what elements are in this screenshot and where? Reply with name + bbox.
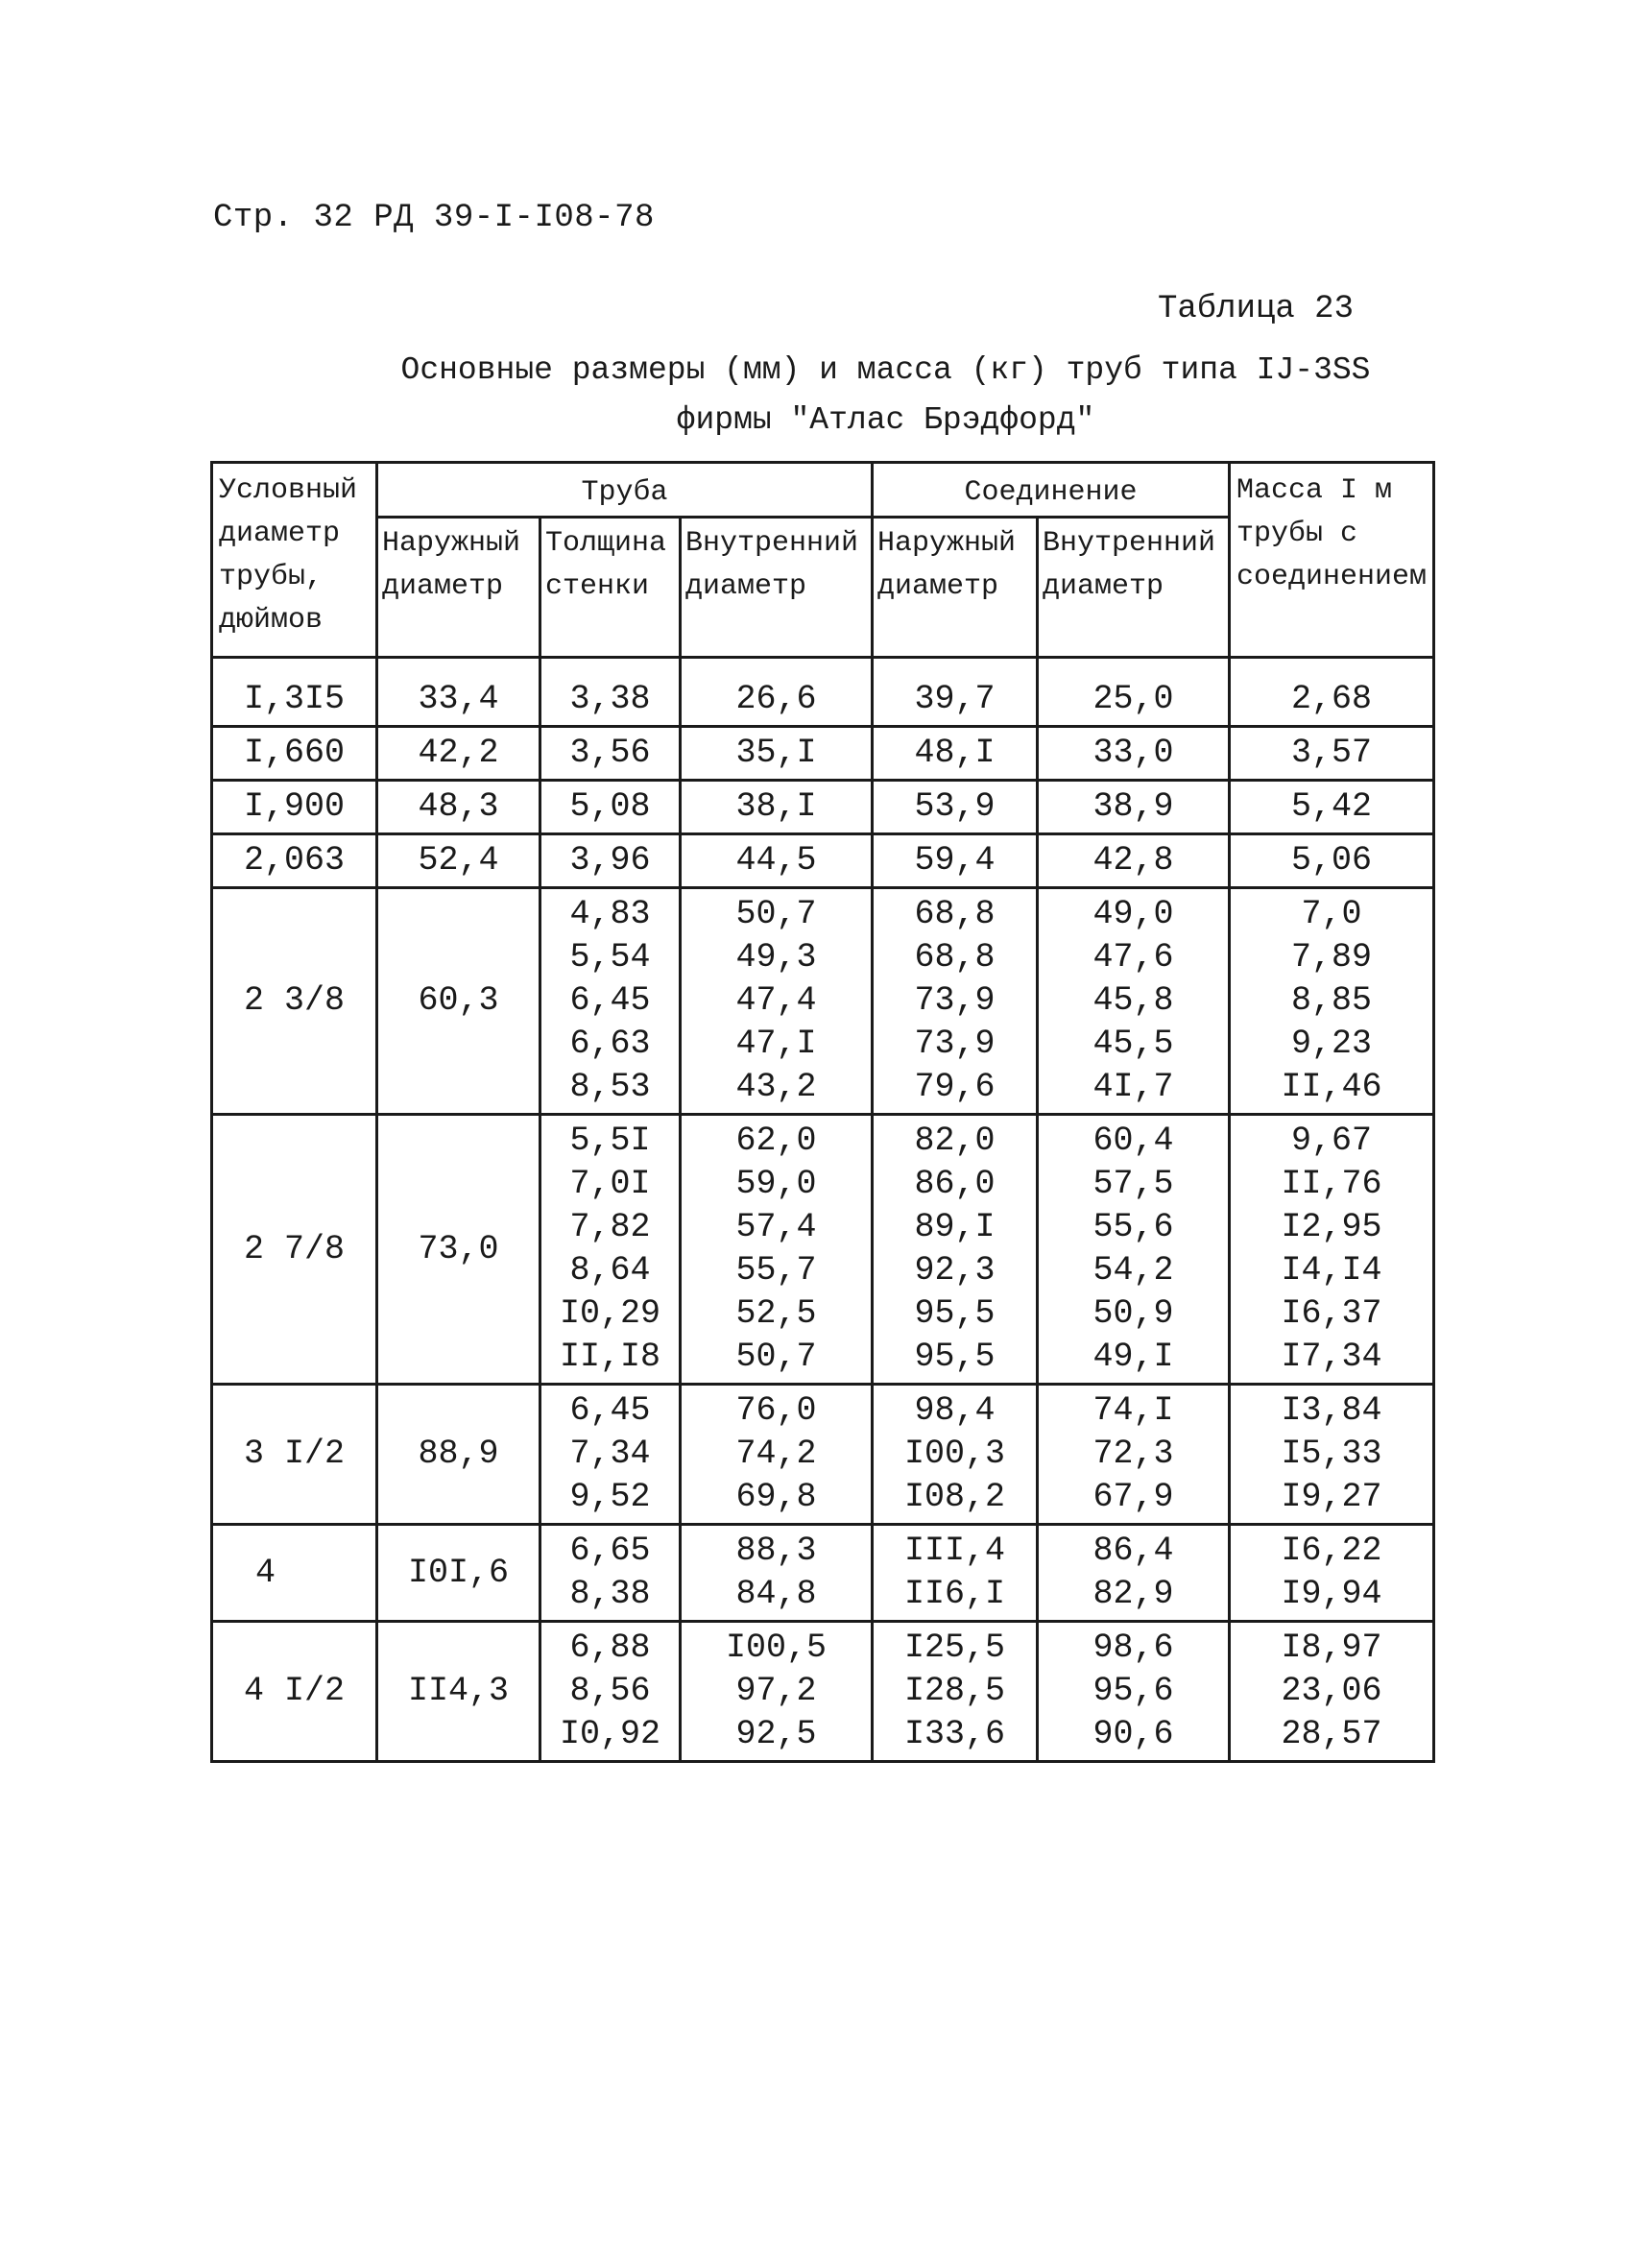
value-joint-inner-diameter: 72,3 [1092,1435,1174,1473]
value-mass: 5,06 [1291,841,1373,880]
cell-mass [1230,1115,1434,1385]
pipe-dimensions-table [210,461,1435,1763]
value-pipe-inner-diameter: 69,8 [735,1478,817,1516]
cell-pipe-inner-diameter [681,1622,873,1762]
value-wall-thickness: 7,34 [569,1435,651,1473]
value-joint-inner-diameter: 49,I [1092,1338,1174,1376]
value-mass: II,46 [1281,1068,1382,1106]
value-joint-outer-diameter: 79,6 [914,1068,996,1106]
value-joint-inner-diameter: 33,0 [1092,734,1174,772]
value-joint-inner-diameter: 57,5 [1092,1165,1174,1203]
cell-joint-outer-diameter [873,1622,1038,1762]
column-header-conditional-diameter: Условный диаметр трубы, дюймов [212,463,377,658]
value-joint-inner-diameter: 60,4 [1092,1122,1174,1160]
value-joint-outer-diameter: 73,9 [914,981,996,1020]
table-title-line-1: Основные размеры (мм) и масса (кг) труб типа IJ-3SS [400,352,1371,388]
value-wall-thickness: 3,96 [569,841,651,880]
value-wall-thickness: 5,54 [569,938,651,977]
cell-conditional-diameter: 2,063 [212,834,377,888]
value-pipe-inner-diameter: 76,0 [735,1391,817,1430]
value-mass: 7,89 [1291,938,1373,977]
value-wall-thickness: 9,52 [569,1478,651,1516]
table-row [212,781,1434,834]
value-joint-inner-diameter: 50,9 [1092,1294,1174,1333]
value-joint-inner-diameter: 38,9 [1092,787,1174,826]
value-joint-inner-diameter: 42,8 [1092,841,1174,880]
cell-joint-inner-diameter [1038,834,1230,888]
value-mass: I6,37 [1281,1294,1382,1333]
value-joint-outer-diameter: 89,I [914,1208,996,1246]
cell-joint-outer-diameter [873,834,1038,888]
value-mass: I9,94 [1281,1575,1382,1613]
value-pipe-inner-diameter: 97,2 [735,1672,817,1710]
cell-joint-outer-diameter [873,658,1038,727]
table-title-line-2: фирмы "Атлас Брэдфорд" [676,402,1095,438]
cell-pipe-inner-diameter [681,1115,873,1385]
column-header-joint-outer-diameter: Наружный диаметр [873,518,1038,658]
value-wall-thickness: 6,88 [569,1629,651,1667]
cell-pipe-inner-diameter [681,888,873,1115]
value-joint-outer-diameter: I25,5 [903,1629,1006,1667]
table-title [0,346,1632,446]
cell-mass [1230,1525,1434,1622]
value-pipe-inner-diameter: 74,2 [735,1435,817,1473]
value-joint-outer-diameter: 48,I [914,734,996,772]
cell-conditional-diameter: 2 3/8 [212,888,377,1115]
value-pipe-inner-diameter: 49,3 [735,938,817,977]
value-joint-outer-diameter: 59,4 [914,841,996,880]
column-header-mass: Масса I м трубы с соединением [1230,463,1434,658]
value-wall-thickness: 8,38 [569,1575,651,1613]
value-mass: 23,06 [1281,1672,1382,1710]
value-joint-outer-diameter: I33,6 [903,1715,1006,1753]
cell-pipe-outer-diameter: 88,9 [377,1385,540,1525]
cell-joint-inner-diameter [1038,1115,1230,1385]
column-group-pipe: Труба [377,463,873,518]
value-joint-inner-diameter: 98,6 [1092,1629,1174,1667]
cell-mass [1230,888,1434,1115]
value-joint-inner-diameter: 95,6 [1092,1672,1174,1710]
table-header [212,463,1434,658]
value-mass: I7,34 [1281,1338,1382,1376]
cell-joint-outer-diameter [873,888,1038,1115]
value-joint-outer-diameter: 92,3 [914,1251,996,1290]
cell-pipe-inner-diameter [681,781,873,834]
cell-mass [1230,1385,1434,1525]
value-joint-outer-diameter: 95,5 [914,1338,996,1376]
column-group-joint: Соединение [873,463,1230,518]
table-row [212,834,1434,888]
value-joint-outer-diameter: 53,9 [914,787,996,826]
cell-mass [1230,658,1434,727]
cell-pipe-outer-diameter: 52,4 [377,834,540,888]
value-joint-inner-diameter: 55,6 [1092,1208,1174,1246]
cell-conditional-diameter: 2 7/8 [212,1115,377,1385]
value-wall-thickness: I0,29 [559,1294,661,1333]
cell-wall-thickness [540,1525,681,1622]
value-wall-thickness: 5,08 [569,787,651,826]
cell-pipe-inner-diameter [681,727,873,781]
cell-joint-inner-diameter [1038,727,1230,781]
value-wall-thickness: 3,38 [569,680,651,718]
cell-mass [1230,834,1434,888]
cell-mass [1230,1622,1434,1762]
value-joint-outer-diameter: 68,8 [914,895,996,933]
value-mass: I9,27 [1281,1478,1382,1516]
table-row [212,1385,1434,1525]
value-mass: I3,84 [1281,1391,1382,1430]
cell-conditional-diameter: 3 I/2 [212,1385,377,1525]
value-wall-thickness: 5,5I [569,1122,651,1160]
table-row [212,658,1434,727]
value-joint-inner-diameter: 74,I [1092,1391,1174,1430]
value-pipe-inner-diameter: 47,4 [735,981,817,1020]
column-header-wall-thickness: Толщина стенки [540,518,681,658]
cell-pipe-outer-diameter: II4,3 [377,1622,540,1762]
value-mass: I4,I4 [1281,1251,1382,1290]
value-joint-outer-diameter: I28,5 [903,1672,1006,1710]
value-joint-inner-diameter: 45,8 [1092,981,1174,1020]
value-joint-outer-diameter: II6,I [903,1575,1006,1613]
cell-joint-outer-diameter [873,727,1038,781]
cell-pipe-outer-diameter: 60,3 [377,888,540,1115]
value-pipe-inner-diameter: 62,0 [735,1122,817,1160]
value-pipe-inner-diameter: 84,8 [735,1575,817,1613]
cell-pipe-inner-diameter [681,1385,873,1525]
cell-pipe-outer-diameter: 42,2 [377,727,540,781]
table-row [212,727,1434,781]
table-body [212,658,1434,1762]
cell-conditional-diameter: 4 [212,1525,377,1622]
value-mass: I5,33 [1281,1435,1382,1473]
value-mass: 9,23 [1291,1025,1373,1063]
cell-pipe-inner-diameter [681,1525,873,1622]
value-joint-inner-diameter: 82,9 [1092,1575,1174,1613]
value-joint-outer-diameter: 95,5 [914,1294,996,1333]
value-mass: 3,57 [1291,734,1373,772]
table-row [212,888,1434,1115]
value-joint-inner-diameter: 90,6 [1092,1715,1174,1753]
value-pipe-inner-diameter: 50,7 [735,895,817,933]
cell-conditional-diameter: I,900 [212,781,377,834]
value-mass: 7,0 [1301,895,1362,933]
value-wall-thickness: 8,56 [569,1672,651,1710]
value-mass: 2,68 [1291,680,1373,718]
value-mass: I8,97 [1281,1629,1382,1667]
value-pipe-inner-diameter: 92,5 [735,1715,817,1753]
value-pipe-inner-diameter: I00,5 [725,1629,828,1667]
value-joint-inner-diameter: 47,6 [1092,938,1174,977]
value-joint-outer-diameter: 98,4 [914,1391,996,1430]
value-joint-inner-diameter: 4I,7 [1092,1068,1174,1106]
cell-pipe-outer-diameter: 48,3 [377,781,540,834]
value-wall-thickness: 6,65 [569,1532,651,1570]
cell-mass [1230,781,1434,834]
value-pipe-inner-diameter: 35,I [735,734,817,772]
cell-conditional-diameter: 4 I/2 [212,1622,377,1762]
value-joint-inner-diameter: 86,4 [1092,1532,1174,1570]
value-pipe-inner-diameter: 52,5 [735,1294,817,1333]
value-joint-inner-diameter: 49,0 [1092,895,1174,933]
value-pipe-inner-diameter: 55,7 [735,1251,817,1290]
value-pipe-inner-diameter: 44,5 [735,841,817,880]
value-wall-thickness: 3,56 [569,734,651,772]
value-mass: I6,22 [1281,1532,1382,1570]
table-number: Таблица 23 [1157,291,1354,327]
value-joint-outer-diameter: 86,0 [914,1165,996,1203]
value-wall-thickness: 4,83 [569,895,651,933]
table-row [212,1525,1434,1622]
value-pipe-inner-diameter: 57,4 [735,1208,817,1246]
cell-pipe-outer-diameter: 33,4 [377,658,540,727]
cell-wall-thickness [540,727,681,781]
value-mass: 9,67 [1291,1122,1373,1160]
cell-mass [1230,727,1434,781]
cell-joint-outer-diameter [873,1525,1038,1622]
cell-pipe-outer-diameter: I0I,6 [377,1525,540,1622]
cell-wall-thickness [540,781,681,834]
value-joint-inner-diameter: 54,2 [1092,1251,1174,1290]
value-pipe-inner-diameter: 26,6 [735,680,817,718]
column-header-joint-inner-diameter: Внутренний диаметр [1038,518,1230,658]
cell-joint-outer-diameter [873,1115,1038,1385]
value-wall-thickness: 6,63 [569,1025,651,1063]
value-joint-inner-diameter: 45,5 [1092,1025,1174,1063]
value-pipe-inner-diameter: 88,3 [735,1532,817,1570]
value-wall-thickness: I0,92 [559,1715,661,1753]
table-row [212,1622,1434,1762]
cell-joint-inner-diameter [1038,781,1230,834]
cell-joint-inner-diameter [1038,658,1230,727]
cell-joint-outer-diameter [873,781,1038,834]
value-joint-outer-diameter: I08,2 [903,1478,1006,1516]
value-wall-thickness: 6,45 [569,1391,651,1430]
cell-joint-inner-diameter [1038,1525,1230,1622]
value-joint-outer-diameter: 73,9 [914,1025,996,1063]
value-joint-inner-diameter: 25,0 [1092,680,1174,718]
value-joint-inner-diameter: 67,9 [1092,1478,1174,1516]
cell-wall-thickness [540,888,681,1115]
value-pipe-inner-diameter: 43,2 [735,1068,817,1106]
cell-joint-inner-diameter [1038,888,1230,1115]
value-mass: 28,57 [1281,1715,1382,1753]
value-joint-outer-diameter: 82,0 [914,1122,996,1160]
page-header: Стр. 32 РД 39-I-I08-78 [213,200,655,236]
value-joint-outer-diameter: III,4 [903,1532,1006,1570]
value-mass: 8,85 [1291,981,1373,1020]
cell-wall-thickness [540,658,681,727]
value-pipe-inner-diameter: 38,I [735,787,817,826]
value-wall-thickness: 8,64 [569,1251,651,1290]
column-header-pipe-inner-diameter: Внутренний диаметр [681,518,873,658]
value-joint-outer-diameter: I00,3 [903,1435,1006,1473]
value-wall-thickness: 7,0I [569,1165,651,1203]
cell-wall-thickness [540,1622,681,1762]
value-mass: 5,42 [1291,787,1373,826]
cell-wall-thickness [540,1385,681,1525]
cell-conditional-diameter: I,660 [212,727,377,781]
cell-wall-thickness [540,1115,681,1385]
cell-wall-thickness [540,834,681,888]
value-joint-outer-diameter: 68,8 [914,938,996,977]
value-wall-thickness: 7,82 [569,1208,651,1246]
value-joint-outer-diameter: 39,7 [914,680,996,718]
value-pipe-inner-diameter: 50,7 [735,1338,817,1376]
cell-joint-outer-diameter [873,1385,1038,1525]
value-wall-thickness: 6,45 [569,981,651,1020]
cell-conditional-diameter: I,3I5 [212,658,377,727]
value-wall-thickness: 8,53 [569,1068,651,1106]
value-pipe-inner-diameter: 47,I [735,1025,817,1063]
cell-joint-inner-diameter [1038,1622,1230,1762]
column-header-pipe-outer-diameter: Наружный диаметр [377,518,540,658]
value-pipe-inner-diameter: 59,0 [735,1165,817,1203]
cell-joint-inner-diameter [1038,1385,1230,1525]
table-row [212,1115,1434,1385]
cell-pipe-inner-diameter [681,834,873,888]
cell-pipe-outer-diameter: 73,0 [377,1115,540,1385]
cell-pipe-inner-diameter [681,658,873,727]
value-mass: II,76 [1281,1165,1382,1203]
value-mass: I2,95 [1281,1208,1382,1246]
value-wall-thickness: II,I8 [559,1338,661,1376]
